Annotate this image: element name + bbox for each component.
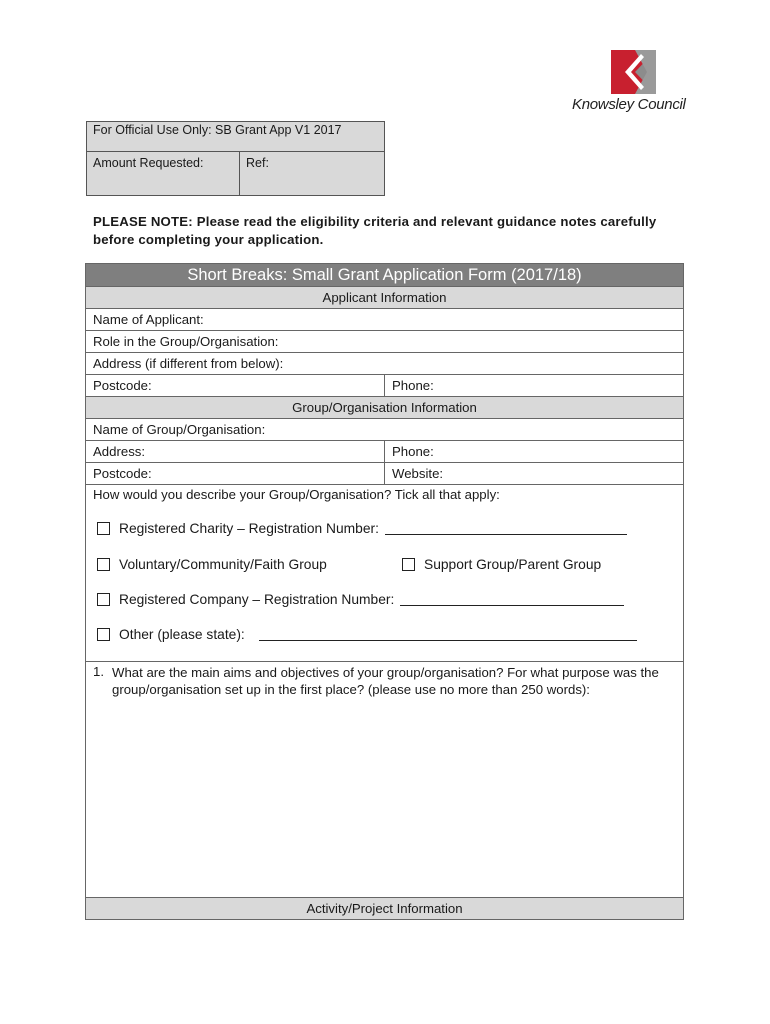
activity-section-header: Activity/Project Information xyxy=(86,898,683,919)
group-phone-field[interactable]: Phone: xyxy=(392,444,434,459)
official-use-box xyxy=(86,121,385,196)
question-1-text: What are the main aims and objectives of your group/organisation? For what purpose was the group/organisation set up in the first place? (please use no more than 250 words): xyxy=(112,665,659,697)
role-field[interactable]: Role in the Group/Organisation: xyxy=(93,334,279,349)
official-use-title: For Official Use Only: SB Grant App V1 2017 xyxy=(87,122,384,152)
option-support-group xyxy=(402,557,601,572)
form-title: Short Breaks: Small Grant Application Form (2017/18) xyxy=(86,264,683,287)
please-note: PLEASE NOTE: Please read the eligibility criteria and relevant guidance notes carefully before completing your application. xyxy=(93,214,657,247)
company-number-line[interactable] xyxy=(400,593,624,606)
knowsley-council-logo xyxy=(568,50,700,116)
question-1-number: 1. xyxy=(93,664,104,679)
council-logo-icon xyxy=(611,50,656,94)
registered-company-checkbox[interactable] xyxy=(97,593,110,606)
applicant-postcode-field[interactable]: Postcode: xyxy=(86,375,385,396)
application-form xyxy=(85,263,684,920)
other-state-line[interactable] xyxy=(259,628,637,641)
amount-requested-field[interactable]: Amount Requested: xyxy=(87,152,240,196)
other-checkbox[interactable] xyxy=(97,628,110,641)
voluntary-checkbox[interactable] xyxy=(97,558,110,571)
option-voluntary xyxy=(97,557,327,572)
support-group-checkbox[interactable] xyxy=(402,558,415,571)
applicant-phone-field[interactable]: Phone: xyxy=(392,378,434,393)
website-field[interactable]: Website: xyxy=(392,466,444,481)
group-name-field[interactable]: Name of Group/Organisation: xyxy=(93,422,266,437)
registered-charity-label: Registered Charity – Registration Number: xyxy=(119,521,379,536)
charity-number-line[interactable] xyxy=(385,522,627,535)
group-postcode-field[interactable]: Postcode: xyxy=(86,463,385,484)
registered-company-label: Registered Company – Registration Number: xyxy=(119,592,395,607)
logo-text: Knowsley Council xyxy=(572,96,686,113)
group-address-field[interactable]: Address: xyxy=(86,441,385,462)
address-different-field[interactable]: Address (if different from below): xyxy=(93,356,284,371)
applicant-section-header: Applicant Information xyxy=(86,287,683,309)
name-of-applicant-field[interactable]: Name of Applicant: xyxy=(93,312,204,327)
question-1-box[interactable] xyxy=(86,662,683,898)
option-registered-charity xyxy=(97,521,627,536)
option-registered-company xyxy=(97,592,624,607)
voluntary-label: Voluntary/Community/Faith Group xyxy=(119,557,327,572)
registered-charity-checkbox[interactable] xyxy=(97,522,110,535)
support-group-label: Support Group/Parent Group xyxy=(424,557,602,572)
group-section-header: Group/Organisation Information xyxy=(86,397,683,419)
group-type-section xyxy=(86,485,683,662)
option-other xyxy=(97,627,637,642)
group-type-question: How would you describe your Group/Organisation? Tick all that apply: xyxy=(93,487,500,502)
other-label: Other (please state): xyxy=(119,627,245,642)
ref-field[interactable]: Ref: xyxy=(246,156,269,170)
